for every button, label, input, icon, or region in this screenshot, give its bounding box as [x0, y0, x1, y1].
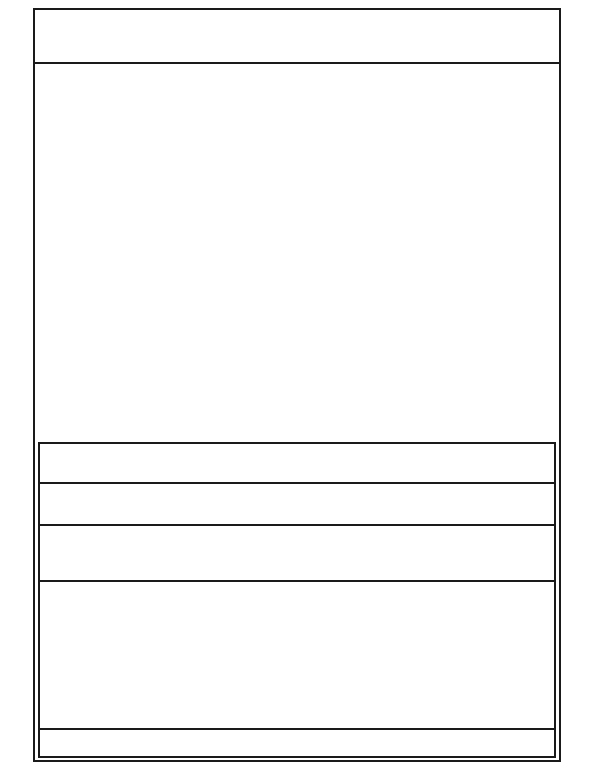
- panel-title: [40, 444, 554, 484]
- panel-nutrient-rows: [40, 582, 554, 739]
- averages-footnote: [40, 728, 554, 756]
- panel-column-headers: [40, 526, 554, 582]
- nutrition-information-panel: [38, 442, 556, 758]
- nutrition-label: [33, 8, 561, 762]
- serving-info: [40, 484, 554, 526]
- per-100g-table: [35, 62, 559, 64]
